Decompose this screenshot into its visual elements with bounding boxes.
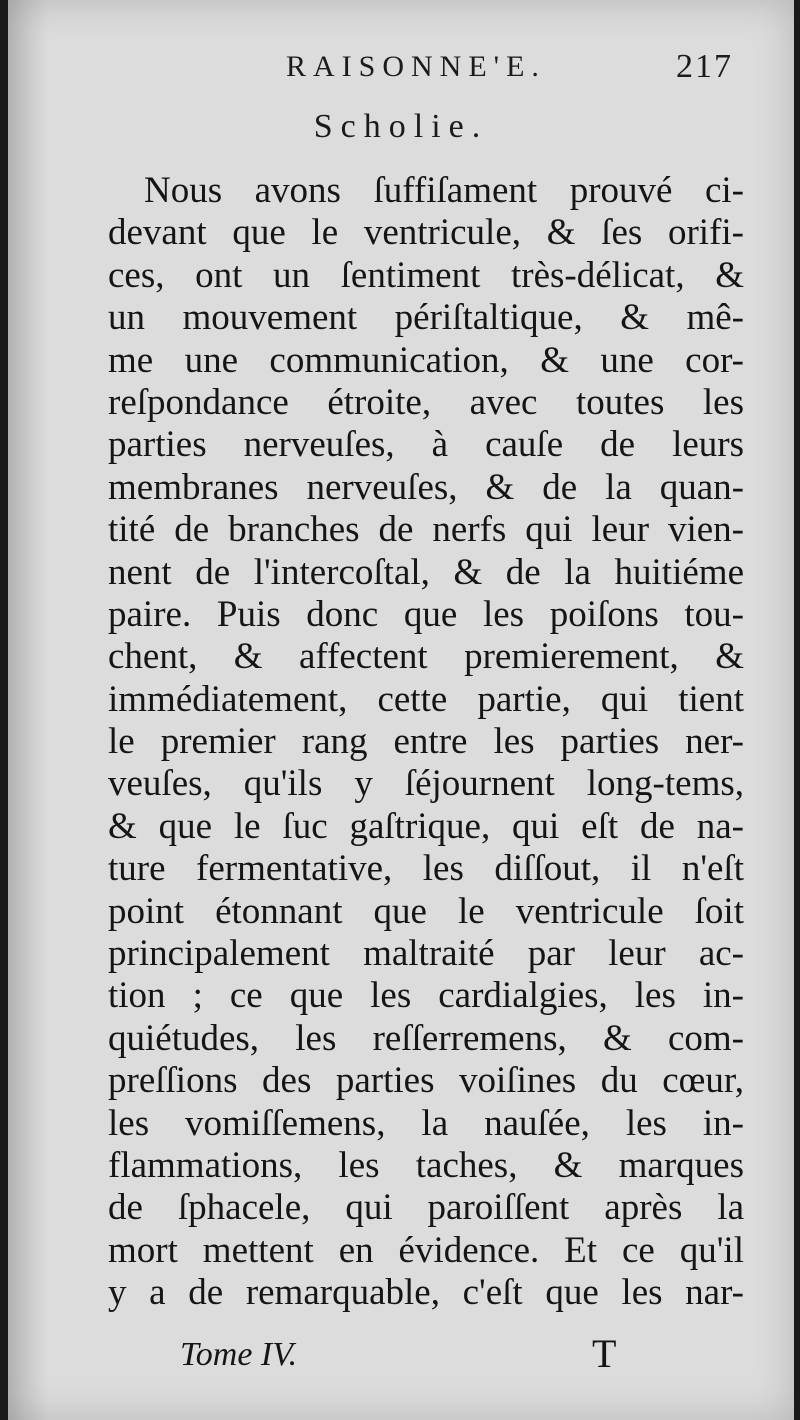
text-line: devant que le ventricule, & ſes orifi- [108,212,744,254]
text-line: parties nerveuſes, à cauſe de leurs [108,424,744,466]
body-text [108,170,744,1315]
text-line: tité de branches de nerfs qui leur vien- [108,509,744,551]
text-line: ces, ont un ſentiment très-délicat, & [108,254,744,296]
text-line: preſſions des parties voiſines du cœur, [108,1060,744,1102]
text-line: mort mettent en évidence. Et ce qu'il [108,1229,744,1271]
text-line: membranes nerveuſes, & de la quan- [108,466,744,508]
section-title: Scholie. [313,108,489,145]
text-line: ture fermentative, les diſſout, il n'eſt [108,848,744,890]
text-line: Nous avons ſuffiſament prouvé ci- [144,170,744,211]
text-line: principalement maltraité par leur ac- [108,933,744,975]
page-number: 217 [676,48,733,85]
text-line: tion ; ce que les cardialgies, les in- [108,975,744,1017]
signature-mark: T [592,1331,617,1376]
book-page [8,0,794,1420]
running-head: RAISONNE'E. [286,50,546,83]
text-line: paire. Puis donc que les poiſons tou- [108,593,744,635]
text-line: chent, & affectent premierement, & [108,636,744,678]
text-line: les vomiſſemens, la nauſée, les in- [108,1102,744,1144]
gutter-shadow [8,0,48,1420]
text-line: le premier rang entre les parties ner- [108,721,744,763]
text-line: nent de l'intercoſtal, & de la huitiéme [108,551,744,593]
text-line: point étonnant que le ventricule ſoit [108,890,744,932]
text-line: de ſphacele, qui paroiſſent après la [108,1187,744,1229]
text-line: flammations, les taches, & marques [108,1144,744,1186]
text-line: immédiatement, cette partie, qui tient [108,678,744,720]
text-line: un mouvement périſtaltique, & mê- [108,297,744,339]
text-line: me une communication, & une cor- [108,339,744,381]
text-line: y a de remarquable, c'eſt que les nar- [108,1272,744,1314]
text-line: & que le ſuc gaſtrique, qui eſt de na- [108,805,744,847]
text-line: veuſes, qu'ils y ſéjournent long-tems, [108,763,744,805]
text-line: reſpondance étroite, avec toutes les [108,381,744,423]
volume-label: Tome IV. [180,1336,298,1373]
text-line: quiétudes, les reſſerremens, & com- [108,1017,744,1059]
